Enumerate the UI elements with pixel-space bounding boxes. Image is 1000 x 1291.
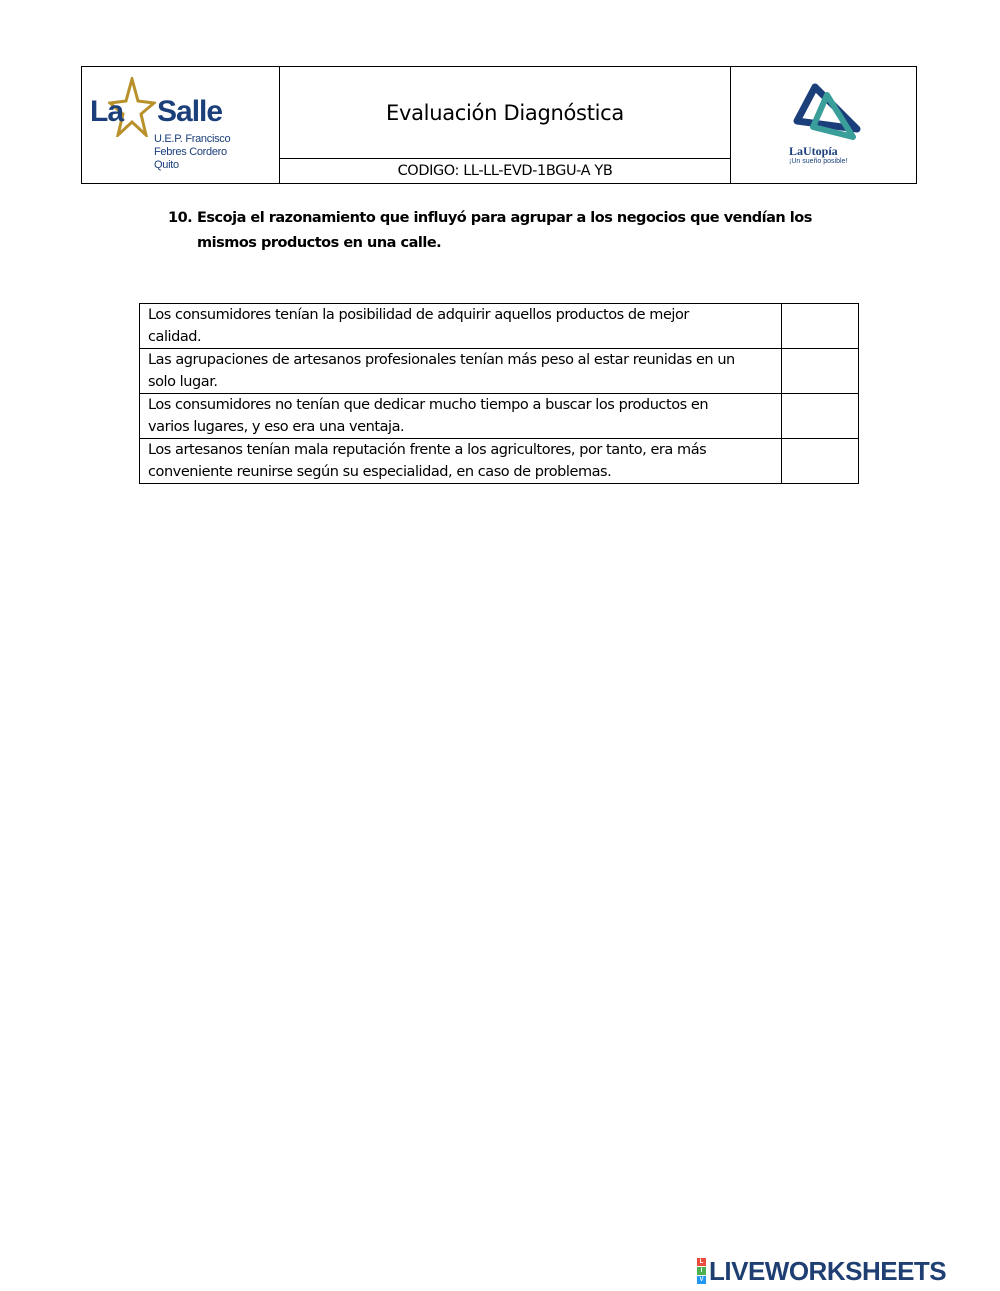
option-text [140,439,782,484]
page-title: Evaluación Diagnóstica [386,100,624,125]
option-line: calidad. [148,329,202,345]
option-row [140,304,859,349]
option-answer-box[interactable] [782,349,859,394]
option-row [140,349,859,394]
code-cell [280,159,730,183]
option-line: Los artesanos tenían mala reputación frente a los agricultores, por tanto, era más [148,442,707,458]
liveworksheets-logo[interactable] [697,1257,946,1285]
document-code: CODIGO: LL-LL-EVD-1BGU-A YB [397,163,613,179]
question-text: Escoja el razonamiento que influyó para agrupar a los negocios que vendían los mismos productos en una calle. [197,210,812,251]
header-center [280,67,731,183]
footer-brand: LIVEWORKSHEETS [709,1255,947,1286]
option-answer-box[interactable] [782,304,859,349]
lasalle-name [90,95,222,129]
option-line: varios lugares, y eso era una ventaja. [148,419,405,435]
live-block: L [697,1258,706,1266]
lasalle-name-part2: Salle [157,95,223,128]
lasalle-line2: Febres Cordero [154,146,227,158]
live-blocks-icon [697,1258,706,1284]
live-block: I [697,1267,706,1275]
lasalle-subtitle [154,133,230,172]
title-cell [280,67,730,159]
lasalle-line1: U.E.P. Francisco [154,133,231,145]
option-text [140,394,782,439]
option-line: Los consumidores tenían la posibilidad de adquirir aquellos productos de mejor [148,307,689,323]
option-line: Los consumidores no tenían que dedicar mucho tiempo a buscar los productos en [148,397,709,413]
utopia-tagline: ¡Un sueño posible! [789,158,848,165]
triangle-logo-icon [787,81,863,145]
utopia-name: LaUtopía [789,144,838,158]
live-block: V [697,1276,706,1284]
option-line: solo lugar. [148,374,218,390]
option-row [140,394,859,439]
utopia-logo [731,67,916,183]
lasalle-name-part1: La [90,95,124,128]
option-answer-box[interactable] [782,439,859,484]
options-table [139,303,859,484]
document-header [81,66,917,184]
option-answer-box[interactable] [782,394,859,439]
question-10 [168,206,868,256]
option-text [140,304,782,349]
lasalle-line3: Quito [154,159,179,171]
lasalle-logo [82,67,280,183]
question-number: 10. [168,210,193,226]
option-row [140,439,859,484]
option-line: conveniente reunirse según su especialidad, en caso de problemas. [148,464,612,480]
option-text [140,349,782,394]
option-line: Las agrupaciones de artesanos profesionales tenían más peso al estar reunidas en un [148,352,735,368]
